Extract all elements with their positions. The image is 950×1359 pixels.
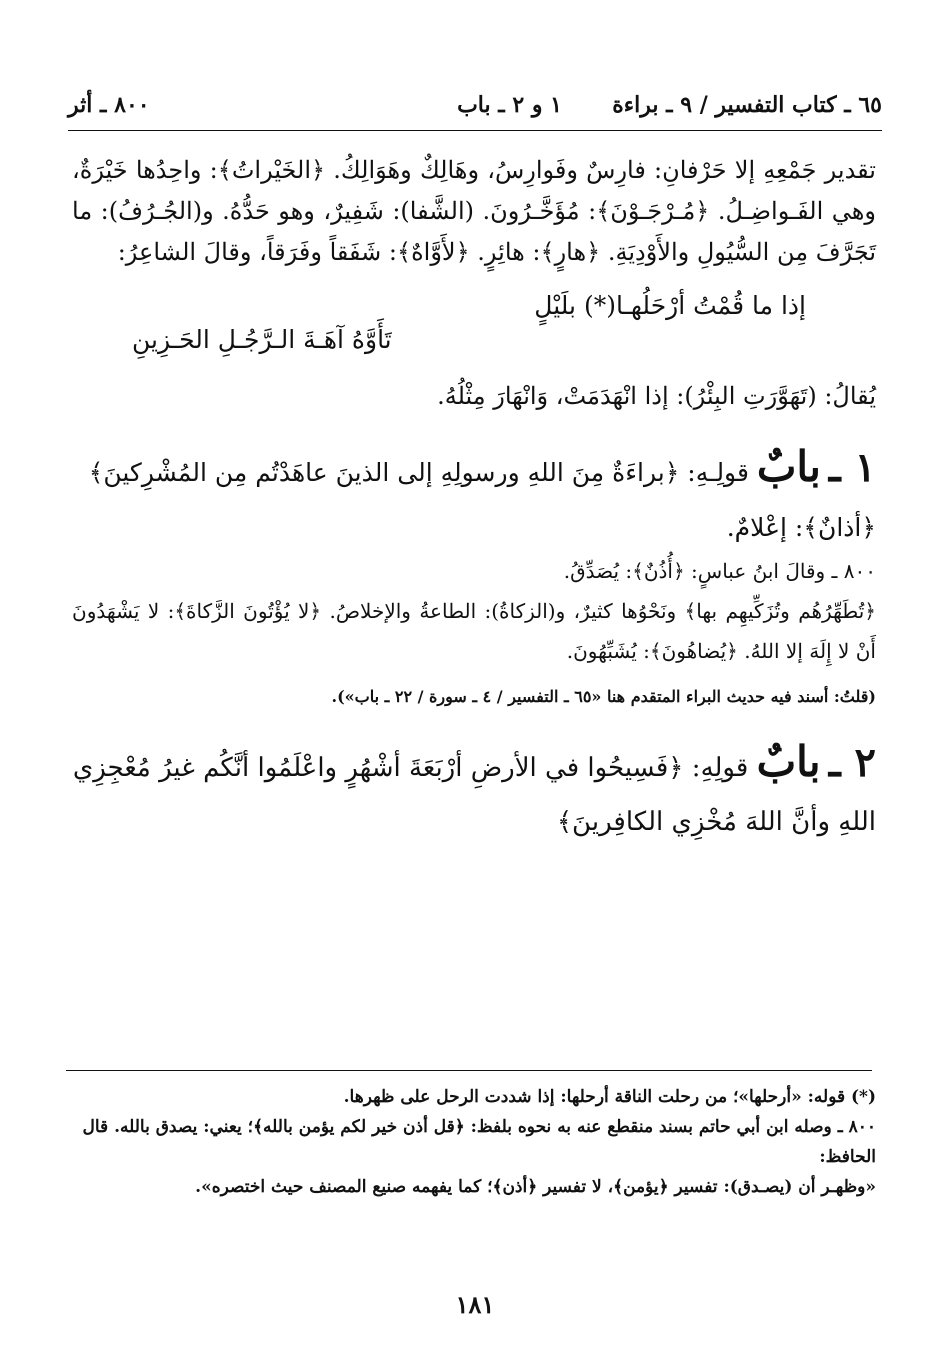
footnote-rule [66,1070,872,1071]
section-1-word: بابٌ [756,442,821,491]
adhan-line: ﴿أذانٌ﴾: إعْلامٌ. [726,513,876,542]
footnote-1: (*) قوله: «أرحلها»؛ من رحلت الناقة أرحلها: إذا شددت الرحل على ظهرها. [343,1087,876,1107]
editor-note: (قلتُ: أسند فيه حديث البراء المتقدم هنا «٦٥ ـ التفسير / ٤ ـ سورة / ٢٢ ـ باب»). [331,687,876,706]
section-1-number: ١ ـ [828,444,876,491]
header-rule [68,130,882,131]
page-number: ١٨١ [455,1290,495,1319]
header-book-chapter: ٦٥ ـ كتاب التفسير / ٩ ـ براءة [612,92,882,118]
verse-hemistich-1: إذا ما قُمْتُ أرْحَلُهـا(*) بلَيْلٍ [534,291,806,320]
footnote-3: «وظهـر أن (يصـدق): تفسير ﴿يؤمن﴾، لا تفسير ﴿أذن﴾؛ كما يفهمه صنيع المصنف حيث اختصره». [195,1177,876,1197]
header-athar-number: ٨٠٠ ـ أثر [68,92,150,118]
yuqal-line: يُقالُ: (تَهَوَّرَتِ البِئْرُ): إذا انْهَدَمَتْ، وَانْهَارَ مِثْلُهُ. [437,382,876,410]
section-1-heading [72,441,876,499]
section-2-number: ٢ ـ [828,739,876,786]
section-2-word: بابٌ [756,737,821,786]
verse-hemistich-2: تَأَوَّهُ آهَـةَ الـرَّجُـلِ الحَـزِينِ [132,325,392,354]
footnotes [72,1082,876,1202]
section-2-heading [72,735,876,849]
header-section: ١ و ٢ ـ باب [457,92,562,118]
running-header [68,92,882,126]
section-2-text: قولِهِ: ﴿فَسِيحُوا في الأرضِ أرْبَعَةَ أشْهُرٍ واعْلَمُوا أنَّكُم غيرُ مُعْجِزِي اللهِ وأنَّ اللهَ مُخْزِي الكافِرينَ﴾ [72,753,876,837]
intro-paragraph: تقدير جَمْعِهِ إلا حَرْفانِ: فارِسٌ وفَوارِسُ، وهَالِكٌ وهَوَالِكُ. ﴿الخَيْراتُ﴾: واحِدُها خَيْرَةٌ، وهي الفَـواضِـلُ. ﴿مُـرْجَـوْنَ﴾: مُؤَخَّـرُونَ. (الشَّفا): شَفِيرٌ، وهو حَدُّهُ. و(الجُـرُفُ): ما تَجَرَّفَ مِن السُّيُولِ والأَوْدِيَةِ. ﴿هارٍ﴾: هائِرٍ. ﴿لأَوَّاهٌ﴾: شَفَقاً وفَرَقاً، وقالَ الشاعِرُ: [72,156,876,266]
athar-800: ٨٠٠ ـ وقالَ ابنُ عباسٍ: ﴿أُذُنٌ﴾: يُصَدِّقُ. [563,559,876,583]
section-1-text: قولِـهِ: ﴿براءَةٌ مِنَ اللهِ ورسولِهِ إلى الذينَ عاهَدْتُم مِن المُشْرِكينَ﴾ [88,458,749,487]
poetry-verse [72,291,876,367]
main-text [72,150,876,849]
footnote-2: ٨٠٠ ـ وصله ابن أبي حاتم بسند منقطع عنه به نحوه بلفظ: ﴿قل أذن خير لكم يؤمن بالله﴾؛ يعني: يصدق بالله. قال الحافظ: [82,1117,876,1167]
tafsir-lines: ﴿تُطَهِّرُهُم وتُزَكِّيهِم بها﴾ ونَحْوُها كثيرٌ، و(الزكاةُ): الطاعةُ والإخلاصُ. ﴿لا يُؤْتُونَ الزَّكاةَ﴾: لا يَشْهَدُونَ أَنْ لا إِلَهَ إلا اللهُ. ﴿يُضاهُونَ﴾: يُشَبِّهُونَ. [72,599,876,663]
